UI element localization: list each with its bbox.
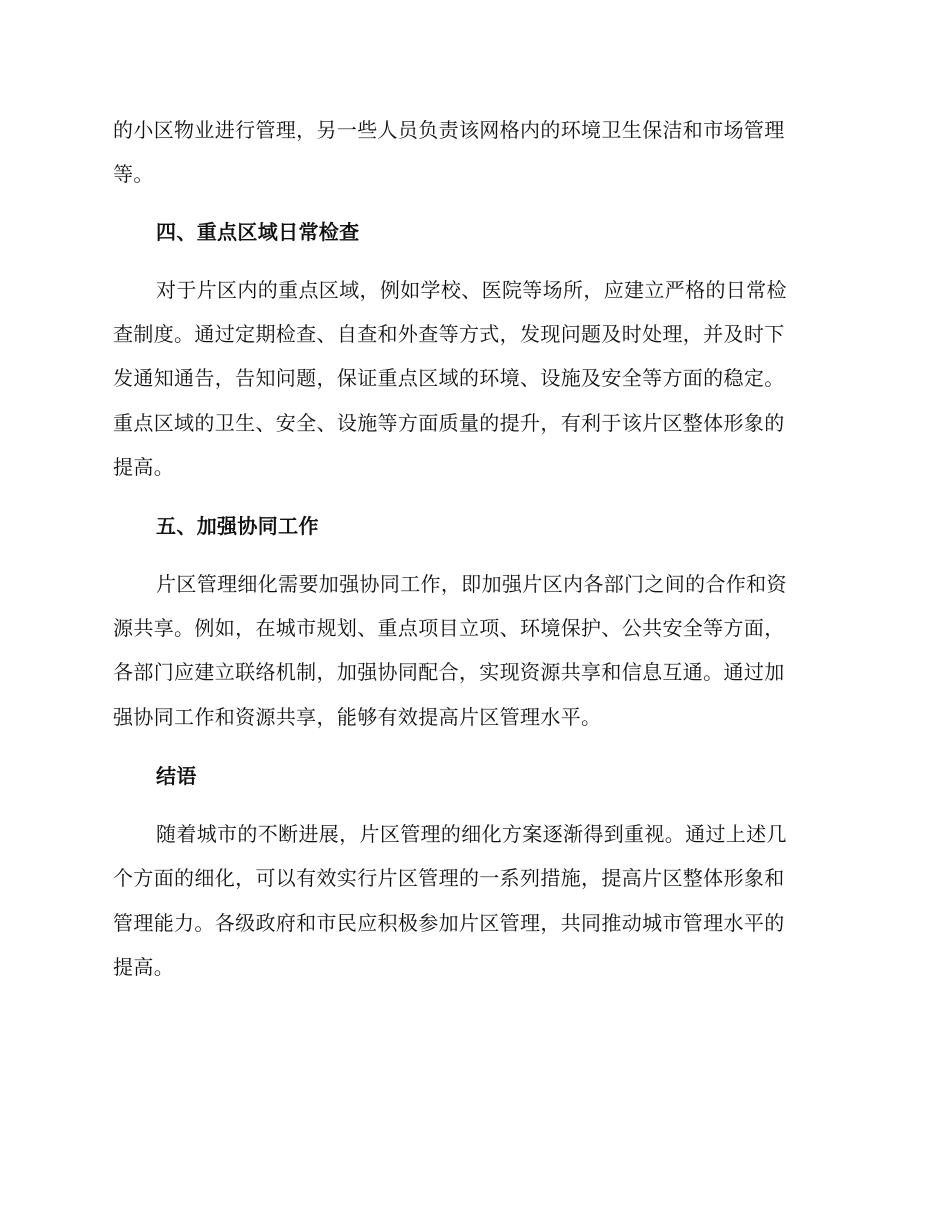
paragraph-line: 个方面的细化，可以有效实行片区管理的一系列措施，提高片区整体形象和 [113, 866, 785, 890]
paragraph-line: 对于片区内的重点区域，例如学校、医院等场所，应建立严格的日常检 [156, 278, 787, 302]
paragraph-line: 重点区域的卫生、安全、设施等方面质量的提升，有利于该片区整体形象的 [113, 411, 785, 435]
section-heading: 四、重点区域日常检查 [156, 220, 360, 244]
paragraph-line: 查制度。通过定期检查、自查和外查等方式，发现问题及时处理，并及时下 [113, 322, 785, 346]
section-heading: 五、加强协同工作 [156, 514, 319, 538]
paragraph-line: 管理能力。各级政府和市民应积极参加片区管理，共同推动城市管理水平的 [113, 911, 785, 935]
paragraph-line: 强协同工作和资源共享，能够有效提高片区管理水平。 [113, 705, 602, 729]
paragraph-line: 片区管理细化需要加强协同工作，即加强片区内各部门之间的合作和资 [156, 572, 787, 596]
paragraph-line: 源共享。例如，在城市规划、重点项目立项、环境保护、公共安全等方面， [113, 616, 785, 640]
paragraph-line: 发通知通告，告知问题，保证重点区域的环境、设施及安全等方面的稳定。 [113, 366, 785, 390]
paragraph-line: 提高。 [113, 455, 175, 479]
paragraph-line: 的小区物业进行管理，另一些人员负责该网格内的环境卫生保洁和市场管理 [113, 118, 785, 142]
paragraph-line: 提高。 [113, 955, 175, 979]
paragraph-line: 各部门应建立联络机制，加强协同配合，实现资源共享和信息互通。通过加 [113, 660, 785, 684]
paragraph-line: 随着城市的不断进展，片区管理的细化方案逐渐得到重视。通过上述几 [156, 822, 787, 846]
paragraph-line: 等。 [113, 162, 154, 186]
conclusion-heading: 结语 [156, 764, 197, 788]
